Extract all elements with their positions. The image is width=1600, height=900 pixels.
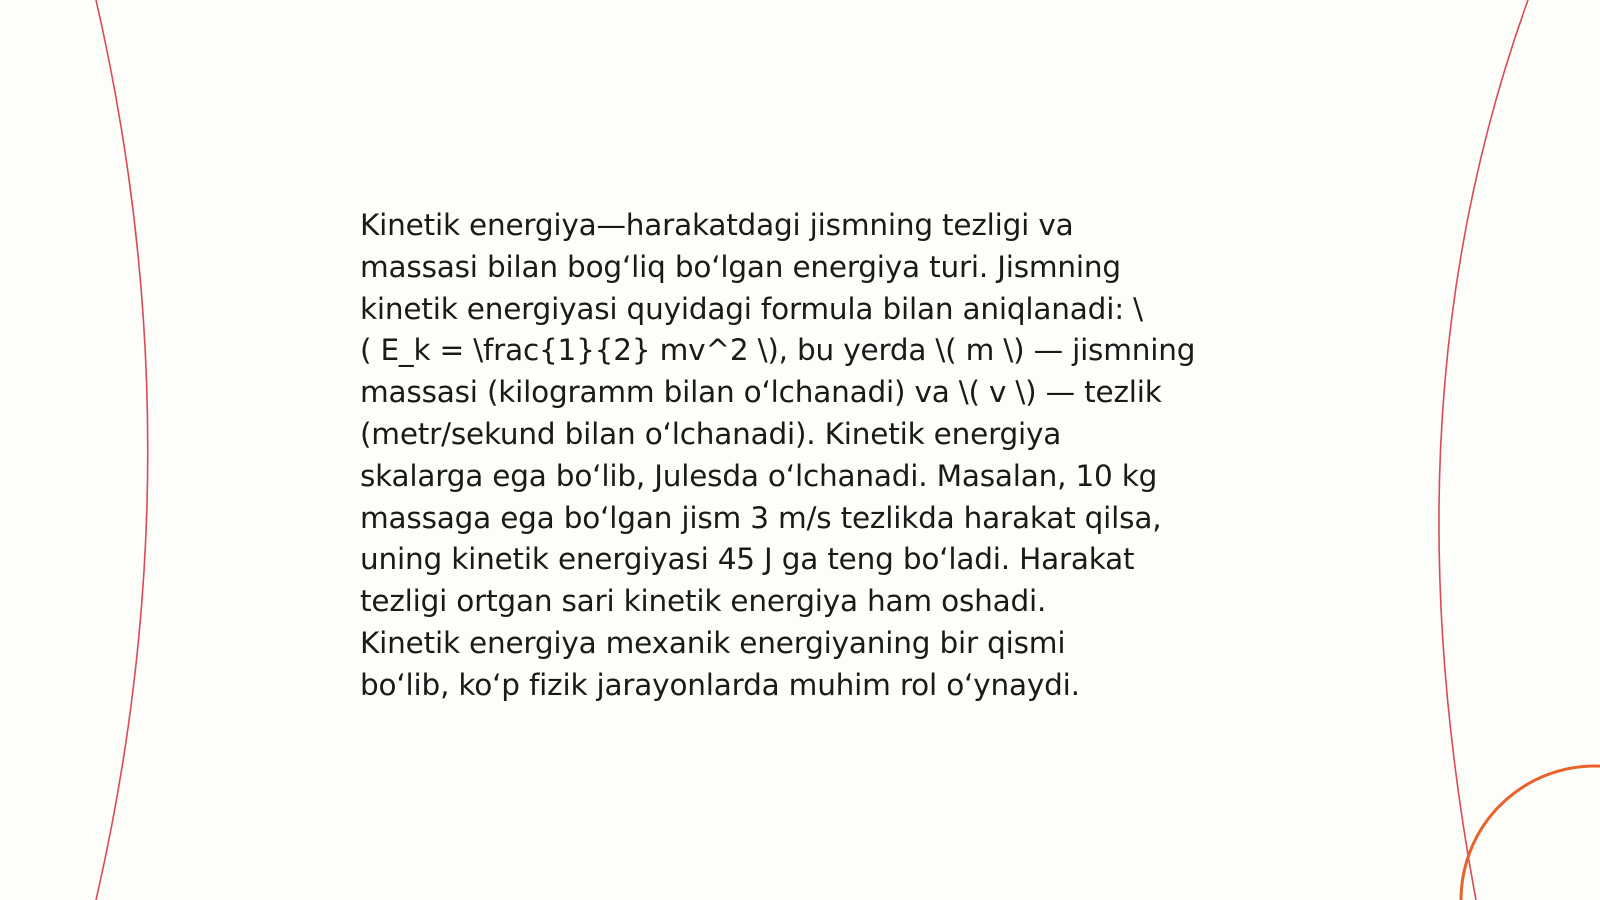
body-line: uning kinetik energiyasi 45 J ga teng bo‘ladi. Harakat	[360, 542, 1135, 577]
body-line: ( E_k = \frac{1}{2} mv^2 \), bu yerda \( m \) — jismning	[360, 333, 1196, 368]
body-line: tezligi ortgan sari kinetik energiya ham oshadi.	[360, 584, 1047, 619]
body-line: (metr/sekund bilan o‘lchanadi). Kinetik energiya	[360, 416, 1062, 451]
corner-circle-decoration	[1461, 766, 1600, 900]
body-line: massaga ega bo‘lgan jism 3 m/s tezlikda harakat qilsa,	[360, 500, 1162, 535]
body-line: massasi (kilogramm bilan o‘lchanadi) va \( v \) — tezlik	[360, 375, 1162, 410]
body-line: Kinetik energiya—harakatdagi jismning tezligi va	[360, 208, 1074, 242]
left-arc-decoration	[96, 0, 148, 900]
body-line: kinetik energiyasi quyidagi formula bilan aniqlanadi: \	[360, 291, 1143, 326]
body-line: massasi bilan bog‘liq bo‘lgan energiya turi. Jismning	[360, 249, 1121, 284]
body-line: bo‘lib, ko‘p fizik jarayonlarda muhim rol o‘ynaydi.	[360, 667, 1080, 702]
right-arc-decoration	[1439, 0, 1528, 900]
body-line: skalarga ega bo‘lib, Julesda o‘lchanadi. Masalan, 10 kg	[360, 458, 1158, 493]
body-text	[360, 205, 1260, 707]
body-line: Kinetik energiya mexanik energiyaning bir qismi	[360, 625, 1066, 660]
